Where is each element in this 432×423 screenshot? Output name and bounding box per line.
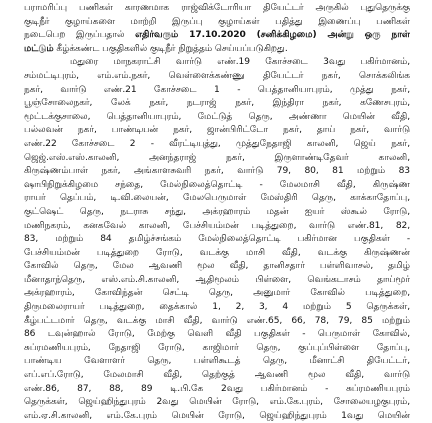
text-line: பாண்டிய வேளாளர் தெரு, பள்ளிகூடத் தெரு, மீனாட்சி தியேட்டர், [24, 356, 410, 367]
text-line: எண்.22 கோச்சடை 2 - வீரட்டியுத்து, முத்துநேதாஜி காலனி, ஜெய் நகர், [24, 138, 410, 149]
text-line: ராயர் தெப்பம், டி.வி.லையன், மேலபெருமாள் மேஸ்திரி தெரு, காக்காதோப்பு, [24, 193, 410, 204]
text-line: எம்.ஏ.சி.காலனி, எம்.கே.புரம் மெயின் ரோடு, ஜெய்ஹிந்துபுரம் 1வது மெயின் [24, 410, 410, 421]
text-line: மட்டும் கீழ்க்கண்ட பகுதிகளில் குடிநீர் நிறுத்தம் செய்யப்படுகிறது. [24, 43, 288, 54]
text-line: மீனாதாந்தெரு, எஸ்.எம்.சி.காலனி, ஆதிமூலம் பிள்ளை, வெங்கடாசம் தாய்மூர் [24, 274, 410, 285]
text-line: குட்ஷெட் தெரு, நடராசு சந்து, அக்ரஹாரம் மதன் ஐயர் ஸ்கூல் ரோடு, [24, 206, 410, 217]
text-line: 83, மற்றும் 84 தமிழ்ச்சங்கம் மேல்நிலைத்தொட்டி பகிர்மான பகுதிகள் - [24, 234, 410, 245]
text-line: சம்மட்டிபுரம், எம்.எம்.நகர், வெள்ளைக்கண்ணு தியேட்டர் நகர், சொக்கலிங்க [24, 70, 410, 81]
text-line: சுப்ரமணியபுரம், நேதாஜி ரோடு, காஜிமார் தெரு, குப்புப்பிள்ளை தோப்பு, [24, 342, 410, 353]
text-line: மூட்டக்குசாலை, பெத்தானியாபுரம், மேட்டுத் தெரு, அண்ணா மெயின் வீதி, [24, 111, 410, 122]
text-line: பூஞ்சோலைநகர், லேக் நகர், நடராஜ் நகர், இந்திரா நகர், கணேசபுரம், [24, 98, 410, 109]
text-line: அக்ரஹாரம், கோவிந்தன் செட்டி தெரு, அனுமார் கோவில் படித்துறை, [24, 288, 410, 299]
text-line: 86 டவுன்ஹால் ரோடு, மேற்கு வெளி வீதி பகுதிகள் - பெருமாள் கோவில், [24, 329, 410, 340]
text-line: கீழ்பட்டமார் தெரு, வடக்கு மாசி வீதி, வார்டு எண்.65, 66, 78, 79, 85 மற்றும் [24, 315, 410, 326]
text-line: ஜெஜ்.எஸ்.எஸ்.காலனி, அனந்தராஜ் நகர், இருளாண்டிதேவர் காலனி, [24, 152, 410, 163]
highlighted-text: மட்டும் [24, 43, 54, 54]
text-line: மணிநகரம், கனகவேல் காலனி, பேச்சியம்மன் படித்துறை, வார்டு எண்.81, 82, [24, 220, 410, 231]
highlighted-date-text: எதிர்வரும் 17.10.2020 (சனிக்கிழமை) அன்று ஒரு நாள் [135, 30, 410, 41]
text-line: நகர், வார்டு எண்.21 கோச்சடை 1 - பெத்தானியாபுரம், முத்து நகர், [24, 84, 410, 95]
text-line: மதுரை மாநகராட்சி வார்டு எண்.19 கோச்சடை 3வது பகிர்மானம், [70, 57, 410, 68]
text-line: பேச்சியம்மன் படித்துறை ரோடு, வடக்கு மாசி வீதி, வடக்கு கிருஷ்ணன் [24, 247, 410, 258]
text-line: ஷாபிநிறுக்கிழமை சந்தை, மேல்நிலைத்தொட்டி - மேலமாசி வீதி, கிருஷ்ண [24, 179, 410, 190]
text-line: எண்.86, 87, 88, 89 டி.பி.கே 2வது பகிர்மானம் - சுப்ரமணியபுரம் [24, 383, 410, 394]
text-line: கோவில் தெரு, மேல ஆவணி மூல வீதி, தானிசதார் பள்ளிவாசல், தமிழ் [24, 261, 410, 272]
text-line: திருமலைராயர் படித்துறை, தைக்கால் 1, 2, 3, 4 மற்றும் 5 தெருக்கள், [24, 302, 410, 313]
text-line: பராமரிப்பு பணிகள் காரணமாக ராஜ்விக்டோரியா தியேட்டர் அருகில் புதுதெருக்கு [24, 3, 410, 13]
text-line: நடைபெற இருப்பதால் எதிர்வரும் 17.10.2020 (சனிக்கிழமை) அன்று ஒரு நாள் [24, 30, 410, 41]
text-line: பல்லவன் நகர், பாண்டியன் நகர், ஜான்பிரிட்டோ நகர், தாய் நகர், வார்டு [24, 125, 410, 136]
text-line: கிருஷ்ணம்பாள் நகர், அங்காளசுவரி நகர், வார்டு 79, 80, 81 மற்றும் 83 [24, 166, 410, 177]
text-line: குடிநீர் குழாய்களை மாற்றி இருப்பு குழாய்கள் பதித்து இணைப்பு பணிகள் [24, 16, 410, 27]
text-line: எப்.எப்.ரோடு, மேலமாசி வீதி, தெற்குத் ஆவணி மூல வீதி, வார்டு [24, 370, 410, 381]
text-line: தெருக்கள், ஜெய்ஹிந்துபுரம் 2வது மெயின் ரோடு, எம்.கே.புரம், சோலையழகுபுரம், [24, 397, 410, 408]
